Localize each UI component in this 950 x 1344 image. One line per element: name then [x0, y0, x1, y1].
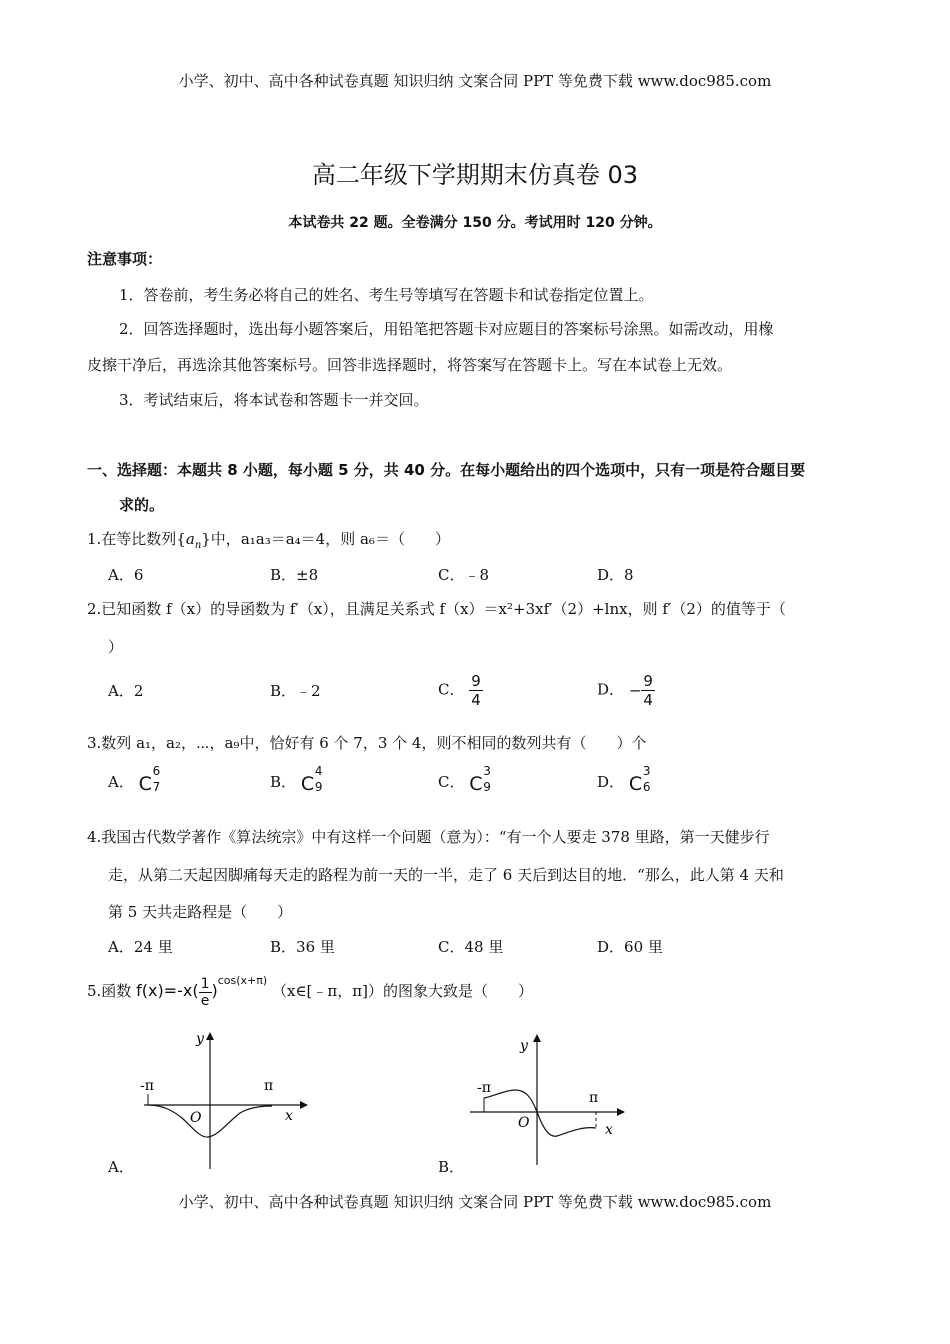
graph-b-origin-label: O: [518, 1115, 530, 1131]
comb-c: C: [300, 773, 315, 795]
q1-a: a: [185, 530, 195, 548]
section-1-heading: 一、选择题：本题共 8 小题，每小题 5 分，共 40 分。在每小题给出的四个选项中，只有一项是符合题目要: [87, 461, 806, 479]
q5-frac-den: e: [200, 992, 210, 1009]
comb-c: C: [138, 773, 152, 795]
comb-sub: 9: [314, 780, 323, 794]
q3-c-combination: [469, 764, 495, 796]
q5-graph-a[interactable]: [140, 1026, 310, 1171]
graph-a-neg-pi: -π: [140, 1078, 154, 1094]
q2-option-c-label: C．: [438, 680, 465, 699]
q2-option-b[interactable]: B．﹣2: [270, 682, 321, 700]
q2-d-num: 9: [643, 672, 653, 690]
q2-option-c-fraction: [469, 672, 483, 709]
notice-item-1: 1．答卷前，考生务必将自己的姓名、考生号等填写在答题卡和试卷指定位置上。: [119, 286, 654, 304]
q4-option-a[interactable]: A．24 里: [108, 938, 173, 956]
q2-c-num: 9: [471, 672, 481, 690]
page-footer: 小学、初中、高中各种试卷真题 知识归纳 文案合同 PPT 等免费下载 www.doc985.com: [178, 1193, 772, 1211]
question-4-cont-2: 第 5 天共走路程是（ ）: [108, 903, 293, 921]
notice-item-2-cont: 皮擦干净后，再选涂其他答案标号。回答非选择题时，将答案写在答题卡上。写在本试卷上无效。: [87, 356, 733, 374]
q4-option-c[interactable]: C．48 里: [438, 938, 504, 956]
question-2: 2.已知函数 f（x）的导函数为 f′（x），且满足关系式 f（x）＝x²+3xf′（2）+lnx，则 f′（2）的值等于（: [87, 600, 786, 618]
graph-a-y-label: y: [196, 1031, 204, 1047]
q5-fraction: [199, 976, 212, 1009]
notice-item-3: 3．考试结束后，将本试卷和答题卡一并交回。: [119, 391, 429, 409]
q1-option-b[interactable]: B．±8: [270, 566, 319, 584]
q3-option-d[interactable]: [597, 764, 655, 796]
q3-option-c[interactable]: [438, 764, 495, 796]
q2-d-den: 4: [643, 691, 653, 709]
q2-option-a[interactable]: A．2: [108, 682, 144, 700]
question-5: 5.函数 f(x)=-x( $\frac{1}{e}$ )$^{cos(x+\pi)}$ （x∈[﹣π，π]）的图象大致是（ ）: [87, 974, 533, 1009]
section-1-heading-cont: 求的。: [119, 496, 165, 514]
q4-option-d[interactable]: D．60 里: [597, 938, 663, 956]
q2-option-c[interactable]: [438, 672, 483, 709]
exam-info: 本试卷共 22 题。全卷满分 150 分。考试用时 120 分钟。: [288, 215, 662, 231]
q3-a-combination: [138, 764, 165, 796]
comb-sup: 4: [314, 764, 323, 778]
page-title: 高二年级下学期期末仿真卷 03: [311, 161, 639, 189]
notice-heading: 注意事项：: [87, 250, 163, 268]
q5-option-a-label[interactable]: A．: [108, 1158, 134, 1176]
question-1: [87, 528, 450, 551]
graph-b-curve: [484, 1090, 599, 1136]
comb-sub: 6: [642, 780, 651, 794]
q1-mid: }中，: [201, 530, 241, 548]
q1-option-d[interactable]: D．8: [597, 566, 634, 584]
graph-b-pi: π: [589, 1090, 599, 1106]
q1-n: n: [194, 540, 202, 551]
comb-sup: 3: [642, 764, 651, 778]
q1-option-a[interactable]: A．6: [108, 566, 144, 584]
q3-d-combination: [628, 764, 655, 796]
q3-d-label: D．: [597, 773, 625, 791]
graph-a-origin-label: O: [190, 1110, 202, 1126]
q1-prefix: 1.在等比数列{: [87, 530, 186, 548]
comb-sub: 9: [483, 780, 491, 794]
question-3: 3.数列 a₁，a₂，⋯，a₉中，恰好有 6 个 7，3 个 4，则不相同的数列共有（ ）个: [87, 734, 647, 752]
notice-item-2: 2．回答选择题时，选出每小题答案后，用铅笔把答题卡对应题目的答案标号涂黑。如需改动，用橡: [119, 320, 774, 338]
q3-b-combination: [300, 764, 327, 796]
q1-condition: a₁a₃＝a₄＝4，则 a₆＝（ ）: [240, 530, 450, 548]
q5-prefix: 5.函数: [87, 982, 132, 1000]
q5-option-b-label[interactable]: B．: [438, 1158, 465, 1176]
q2-option-d-label: D．: [597, 680, 625, 699]
q3-option-b[interactable]: [270, 764, 327, 796]
q3-b-label: B．: [270, 773, 297, 791]
question-2-cont: ）: [108, 638, 124, 656]
q1-option-c[interactable]: C．﹣8: [438, 566, 490, 584]
q2-option-d-fraction: [641, 672, 655, 709]
graph-a-pi: π: [264, 1078, 274, 1094]
comb-sup: 6: [152, 764, 161, 778]
graph-a-x-arrow: [300, 1101, 308, 1109]
q3-option-a[interactable]: [108, 764, 165, 796]
question-4-cont-1: 走，从第二天起因脚痛每天走的路程为前一天的一半，走了 6 天后到达目的地．“那么，此人第 4 天和: [108, 866, 784, 884]
q3-a-label: A．: [108, 773, 134, 791]
q5-frac-num: 1: [200, 975, 210, 992]
q5-formula: f(x)=-x(: [136, 981, 199, 1000]
q5-graph-b[interactable]: [465, 1032, 630, 1167]
graph-a-y-arrow: [206, 1032, 214, 1040]
graph-a-x-label: x: [285, 1108, 293, 1124]
comb-sup: 3: [483, 764, 491, 778]
q3-c-label: C．: [438, 773, 465, 791]
comb-c: C: [469, 773, 483, 795]
question-4: 4.我国古代数学著作《算法统宗》中有这样一个问题（意为）：“有一个人要走 378 里路，第一天健步行: [87, 828, 770, 846]
graph-b-x-label: x: [605, 1122, 613, 1138]
graph-b-y-label: y: [520, 1038, 528, 1054]
graph-b-y-arrow: [533, 1034, 541, 1042]
comb-c: C: [628, 773, 643, 795]
page-header: 小学、初中、高中各种试卷真题 知识归纳 文案合同 PPT 等免费下载 www.doc985.com: [178, 72, 772, 90]
graph-b-x-arrow: [617, 1108, 625, 1116]
graph-b-neg-pi: -π: [477, 1080, 491, 1096]
q4-option-b[interactable]: B．36 里: [270, 938, 335, 956]
q2-d-sign: −: [628, 681, 642, 700]
q5-suffix: （x∈[﹣π，π]）的图象大致是（ ）: [271, 982, 533, 1000]
q2-option-d[interactable]: [597, 672, 655, 709]
q2-c-den: 4: [471, 691, 481, 709]
q5-exponent: cos(x+π): [217, 974, 268, 987]
comb-sub: 7: [152, 780, 161, 794]
